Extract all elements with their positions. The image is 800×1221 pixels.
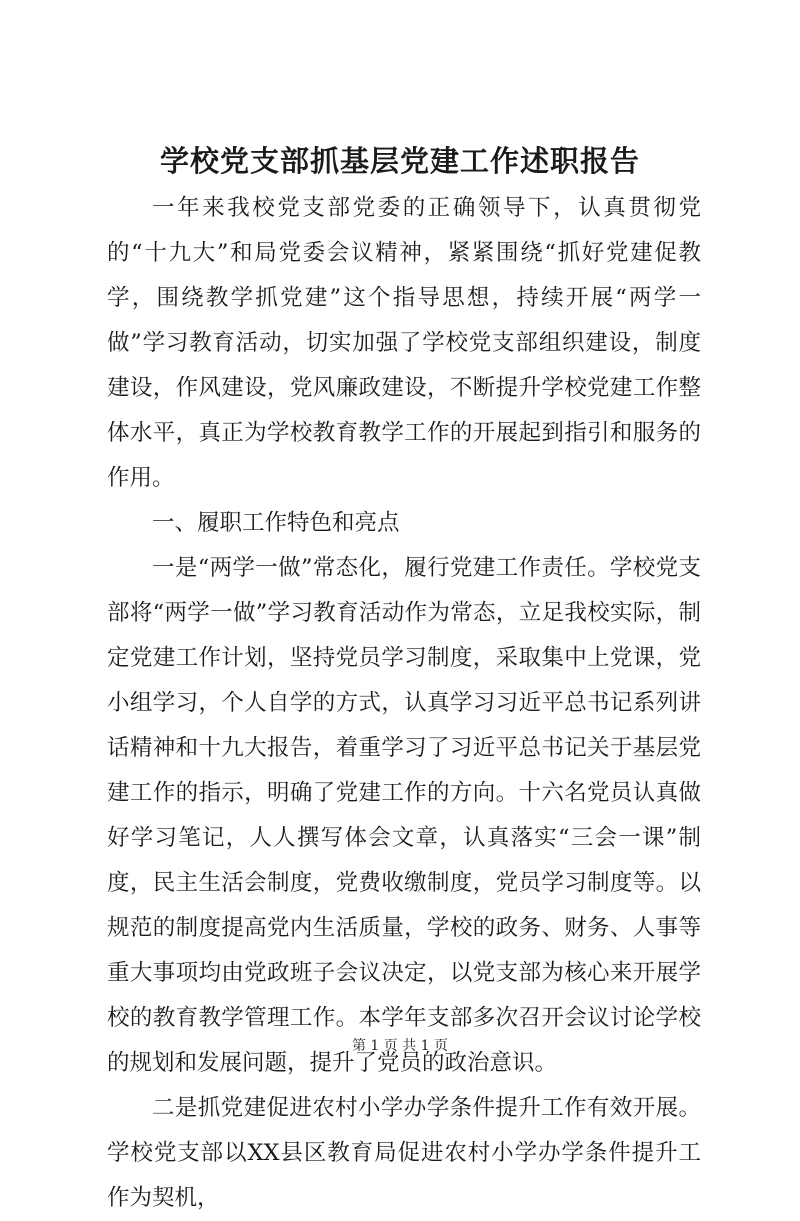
document-title: 学校党支部抓基层党建工作述职报告: [159, 144, 640, 178]
paragraph-item-1: 一是“两学一做”常态化，履行党建工作责任。学校党支部将“两学一做”学习教育活动作为常态，立足我校实际，制定党建工作计划，坚持党员学习制度，采取集中上党课，党小组学习，个人自学的方式，认真学习习近平总书记系列讲话精神和十九大报告，着重学习了习近平总书记关于基层党建工作的指示，明确了党建工作的方向。十六名党员认真做好学习笔记，人人撰写体会文章，认真落实“三会一课”制度，民主生活会制度，党费收缴制度，党员学习制度等。以规范的制度提高党内生活质量，学校的政务、财务、人事等重大事项均由党政班子会议决定，以党支部为核心来开展学校的教育教学管理工作。本学年支部多次召开会议讨论学校的规划和发展问题，提升了党员的政治意识。: [107, 555, 701, 1076]
paragraph-item-2: 二是抓党建促进农村小学办学条件提升工作有效开展。学校党支部以XX县区教育局促进农村小学办学条件提升工作为契机，: [107, 1095, 701, 1211]
paragraph-intro: 一年来我校党支部党委的正确领导下，认真贯彻党的“十九大”和局党委会议精神，紧紧围绕“抓好党建促教学，围绕教学抓党建”这个指导思想，持续开展“两学一做”学习教育活动，切实加强了学校党支部组织建设，制度建设，作风建设，党风廉政建设，不断提升学校党建工作整体水平，真正为学校教育教学工作的开展起到指引和服务的作用。: [107, 195, 701, 491]
section-heading-1: 一、履职工作特色和亮点: [152, 510, 400, 536]
page-footer: 第 1 页 共 1 页: [351, 1038, 449, 1054]
document-body: [107, 186, 701, 1221]
